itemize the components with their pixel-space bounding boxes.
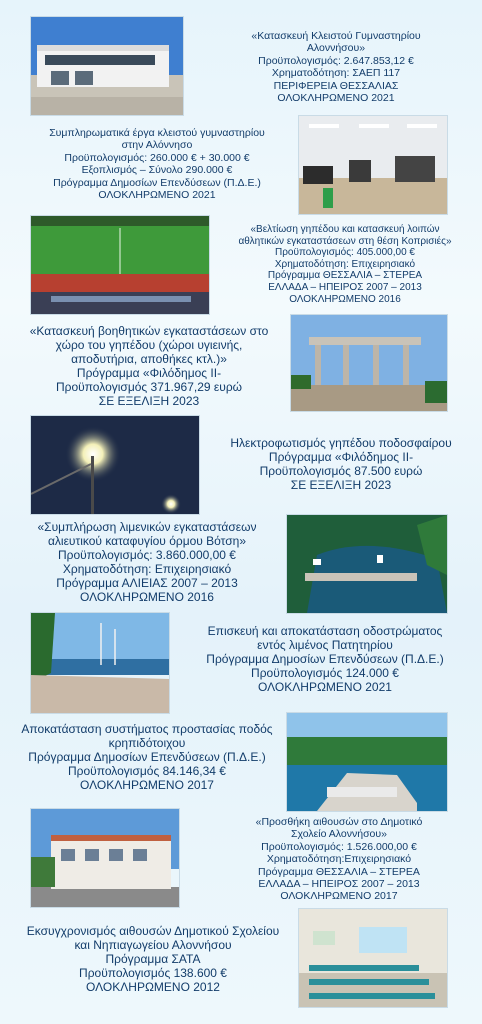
project-gymnasium: «Κατασκευή Κλειστού Γυμναστηρίου Αλοννήσου» Προϋπολογισμός: 2.647.853,12 € Χρηματοδότηση: ΣΑΕΠ 117 ΠΕΡΙΦΕΡΕΙΑ ΘΕΣΣΑΛΙΑΣ ΟΛΟΚΛΗΡΩΜΕΝΟ 2021: [251, 30, 421, 105]
harbor-votsi-photo: [286, 514, 448, 614]
project-field-lighting: Ηλεκτροφωτισμός γηπέδου ποδοσφαίρου Πρόγραμμα «Φιλόδημος ΙΙ- Προϋπολογισμός 87.500 ευρώ ΣΕ ΕΞΕΛΙΞΗ 2023: [230, 436, 452, 492]
patitiri-waterfront-photo: [30, 612, 170, 714]
classroom-photo: [298, 908, 448, 1008]
football-field-photo: [30, 215, 210, 315]
project-gym-supplementary: Συμπληρωματικά έργα κλειστού γυμναστηρίου στην Αλόννησο Προϋπολογισμός: 260.000 € + 30.000 € Εξοπλισμός – Σύνολο 290.000 € Πρόγραμμα Δημοσίων Επενδύσεων (Π.Δ.Ε.) ΟΛΟΚΛΗΡΩΜΕΝΟ 2021: [49, 127, 265, 202]
project-field-improvement: «Βελτίωση γηπέδου και κατασκευή λοιπών αθλητικών εγκαταστάσεων στη θέση Κοπρισιές» Προϋπολογισμός: 405.000,00 € Χρηματοδότηση: Επιχειρησιακό Πρόγραμμα ΘΕΣΣΑΛΙΑ – ΣΤΕΡΕΑ ΕΛΛΑΔΑ – ΗΠΕΙΡΟΣ 2007 – 2013 ΟΛΟΚΛΗΡΩΜΕΝΟ 2016: [238, 224, 452, 305]
project-school-classrooms: «Προσθήκη αιθουσών στο Δημοτικό Σχολείο Αλοννήσου» Προϋπολογισμός: 1.526.000,00 € Χρηματοδότηση:Επιχειρησιακό Πρόγραμμα ΘΕΣΣΑΛΙΑ – ΣΤΕΡΕΑ ΕΛΛΑΔΑ – ΗΠΕΙΡΟΣ 2007 – 2013 ΟΛΟΚΛΗΡΩΜΕΝΟ 2017: [255, 816, 423, 903]
auxiliary-building-photo: [290, 314, 448, 412]
project-auxiliary-facilities: «Κατασκευή βοηθητικών εγκαταστάσεων στο χώρο του γηπέδου (χώροι υγιεινής, αποδυτήρια, αποθήκες κτλ.)» Πρόγραμμα «Φιλόδημος ΙΙ- Προϋπολογισμός 371.967,29 ευρώ ΣΕ ΕΞΕΛΙΞΗ 2023: [29, 324, 269, 408]
school-building-photo: [30, 808, 180, 908]
gymnasium-photo: [30, 16, 184, 116]
quay-wall-photo: [286, 712, 448, 812]
project-quay-protection: Αποκατάσταση συστήματος προστασίας ποδός κρηπιδότοιχου Πρόγραμμα Δημοσίων Επενδύσεων (Π.Δ.Ε.) Προϋπολογισμός 84.146,34 € ΟΛΟΚΛΗΡΩΜΕΝΟ 2017: [21, 722, 273, 792]
project-fishing-harbor: «Συμπλήρωση λιμενικών εγκαταστάσεων αλιευτικού καταφυγίου όρμου Βότση» Προϋπολογισμός: 3.860.000,00 € Χρηματοδότηση: Επιχειρησιακό Πρόγραμμα ΑΛΙΕΙΑΣ 2007 – 2013 ΟΛΟΚΛΗΡΩΜΕΝΟ 2016: [37, 520, 257, 604]
project-school-modernization: Εκσυγχρονισμός αιθουσών Δημοτικού Σχολείου και Νηπιαγωγείου Αλοννήσου Πρόγραμμα ΣΑΤΑ Προϋπολογισμός 138.600 € ΟΛΟΚΛΗΡΩΜΕΝΟ 2012: [26, 924, 280, 994]
project-patitiri-road: Επισκευή και αποκατάσταση οδοστρώματος εντός λιμένος Πατητηρίου Πρόγραμμα Δημοσίων Επενδύσεων (Π.Δ.Ε.) Προϋπολογισμός 124.000 € ΟΛΟΚΛΗΡΩΜΕΝΟ 2021: [206, 624, 444, 694]
gym-interior-photo: [298, 115, 448, 215]
floodlights-photo: [30, 415, 200, 515]
